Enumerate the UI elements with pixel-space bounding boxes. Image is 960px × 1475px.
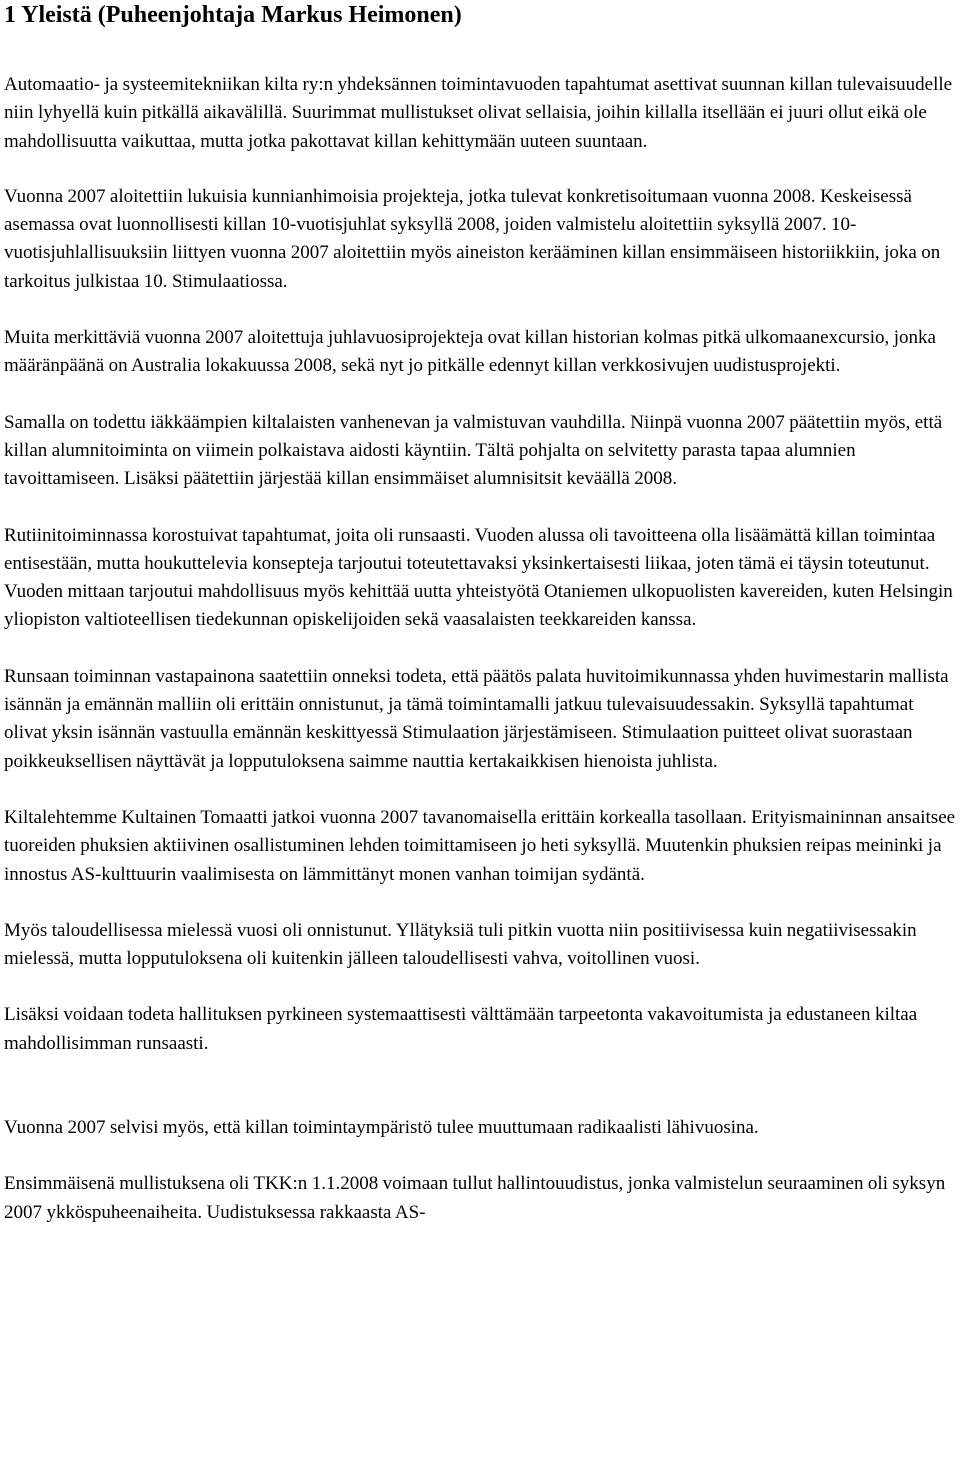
paragraph-entertainment: Runsaan toiminnan vastapainona saatettiin onneksi todeta, että päätös palata huvitoimikunnassa yhden huvimestarin mallista isännän ja emännän malliin oli erittäin onnistunut, ja tämä toimintamalli jatkuu tulevaisuudessakin. Syksyllä tapahtumat olivat yksin isännän vastuulla emännän keskittyessä Stimulaation järjestämiseen. Stimulaation puitteet olivat suorastaan poikkeuksellisen näyttävät ja lopputuloksena saimme nauttia kertakaikkisen hienoista juhlista.	[4, 665, 949, 772]
paragraph-board: Lisäksi voidaan todeta hallituksen pyrkineen systemaattisesti välttämään tarpeetonta vakavoitumista ja edustaneen kiltaa mahdollisimman runsaasti.	[4, 1004, 918, 1054]
paragraph-guild-magazine: Kiltalehtemme Kultainen Tomaatti jatkoi vuonna 2007 tavanomaisella erittäin korkealla tasollaan. Erityismaininnan ansaitsee tuoreiden phuksien aktiivinen osallistuminen lehden toimittamiseen jo heti syksyllä. Muutenkin phuksien reipas meininki ja innostus AS-kulttuurin vaalimisesta on lämmittänyt monen vanhan toimijan sydäntä.	[4, 806, 956, 885]
paragraph-routine-activities: Rutiinitoiminnassa korostuivat tapahtumat, joita oli runsaasti. Vuoden alussa oli tavoitteena olla lisäämättä killan toimintaa entisestään, mutta houkuttelevia konsepteja tarjoutui toteutettavaksi yksinkertaisesti liikaa, joten tämä ei täysin toteutunut. Vuoden mittaan tarjoutui mahdollisuus myös kehittää uutta yhteistyötä Otaniemen ulkopuolisten kavereiden, kuten Helsingin yliopiston valtioteellisen tiedekunnan opiskelijoiden sekä vaasalaisten teekkareiden kanssa.	[4, 524, 953, 631]
paragraph-administration-reform: Ensimmäisenä mullistuksena oli TKK:n 1.1.2008 voimaan tullut hallintouudistus, jonka valmistelun seuraaminen oli syksyn 2007 ykköspuheenaiheita. Uudistuksessa rakkaasta AS-	[4, 1173, 946, 1223]
paragraph-anniversary-projects: Muita merkittäviä vuonna 2007 aloitettuja juhlavuosiprojekteja ovat killan historian kolmas pitkä ulkomaanexcursio, jonka määränpäänä on Australia lokakuussa 2008, sekä nyt jo pitkälle edennyt killan verkkosivujen uudistusprojekti.	[4, 327, 936, 377]
paragraph-environment-change: Vuonna 2007 selvisi myös, että killan toimintaympäristö tulee muuttumaan radikaalisti lähivuosina.	[4, 1117, 759, 1139]
paragraph-intro: Automaatio- ja systeemitekniikan kilta ry:n yhdeksännen toimintavuoden tapahtumat asettivat suunnan killan tulevaisuudelle niin lyhyellä kuin pitkällä aikavälillä. Suurimmat mullistukset olivat sellaisia, joihin killalla itsellään ei juuri ollut eikä ole mahdollisuutta vaikuttaa, mutta jotka pakottavat killan kehittymään uuteen suuntaan.	[4, 74, 953, 152]
document-page	[4, 0, 958, 1227]
section-heading: 1 Yleistä (Puheenjohtaja Markus Heimonen)	[4, 2, 462, 28]
paragraph-alumni: Samalla on todettu iäkkäämpien kiltalaisten vanhenevan ja valmistuvan vauhdilla. Niinpä vuonna 2007 päätettiin myös, että killan alumnitoiminta on viimein polkaistava aidosti käyntiin. Tältä pohjalta on selvitetty parasta tapaa alumnien tavoittamiseen. Lisäksi päätettiin järjestää killan ensimmäiset alumnisitsit keväällä 2008.	[4, 411, 943, 490]
paragraph-finances: Myös taloudellisessa mielessä vuosi oli onnistunut. Yllätyksiä tuli pitkin vuotta niin positiivisessa kuin negatiivisessakin mielessä, mutta lopputuloksena oli kuitenkin jälleen taloudellisesti vahva, voitollinen vuosi.	[4, 919, 917, 970]
paragraph-projects-2007: Vuonna 2007 aloitettiin lukuisia kunnianhimoisia projekteja, jotka tulevat konkretisoitumaan vuonna 2008. Keskeisessä asemassa ovat luonnollisesti killan 10-vuotisjuhlat syksyllä 2008, joiden valmistelu aloitettiin syksyllä 2007. 10-vuotisjuhlallisuuksiin liittyen vuonna 2007 aloitettiin myös aineiston kerääminen killan ensimmäiseen historiikkiin, joka on tarkoitus julkistaa 10. Stimulaatiossa.	[4, 185, 941, 292]
